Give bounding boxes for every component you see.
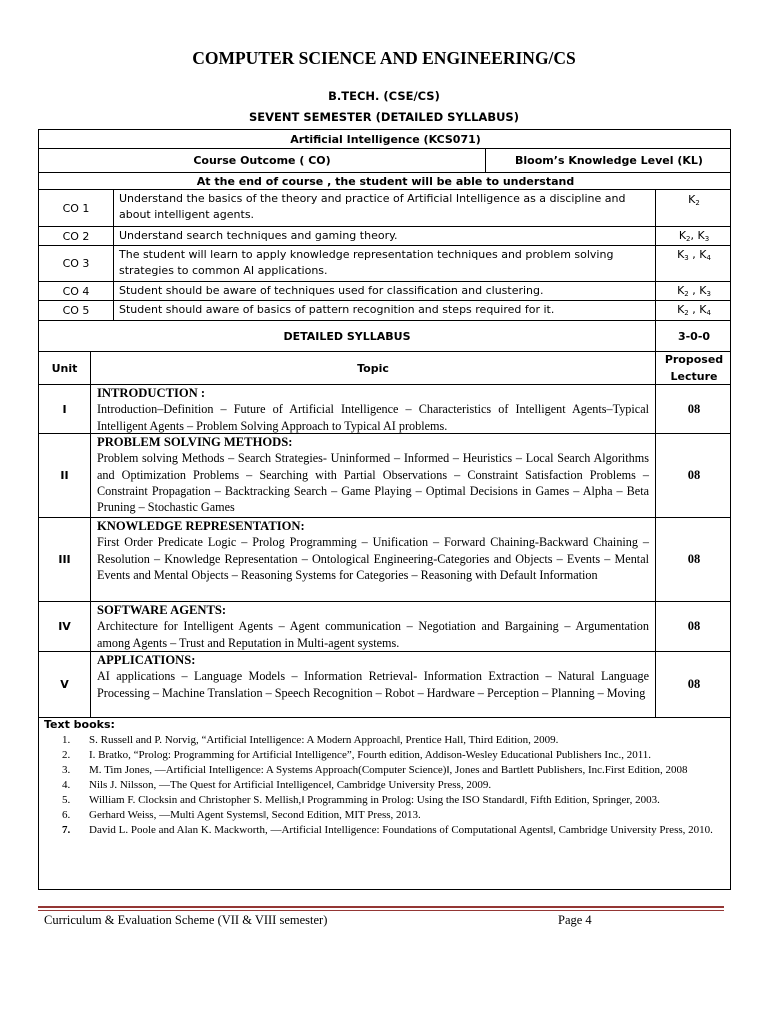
unit-body: Introduction–Definition – Future of Artificial Intelligence – Characteristics of Intelligent Agents–Typical Intelligent Agents – Problem Solving Approach to Typical AI problems. [97,402,649,433]
list-item: 1. S. Russell and P. Norvig, “Artificial Intelligence: A Modern Approach‖, Prentice Hall, Third Edition, 2009. [62,734,559,746]
co-description: Understand search techniques and gaming theory. [119,229,398,242]
unit-number: II [60,469,69,482]
unit-body: First Order Predicate Logic – Prolog Programming – Unification – Forward Chaining-Backward Chaining – Resolution – Knowledge Representation – Ontological Engineering-Categories and Objects – Events – Mental Events and Mental Objects – Reasoning Systems for Categories – Reasoning with Default Information [97,535,649,582]
co-description: The student will learn to apply knowledge representation techniques and problem solving strategies to common AI applications. [119,248,614,277]
list-item: 4. Nils J. Nilsson, ―The Quest for Artificial Intelligence‖, Cambridge University Press, 2009. [62,779,492,791]
co-id: CO 1 [62,201,90,215]
textbooks-heading: Text books: [44,718,115,731]
co-id: CO 4 [62,284,90,298]
kl-column-header: Bloom’s Knowledge Level (KL) [515,154,703,167]
unit-body: Architecture for Intelligent Agents – Agent communication – Negotiation and Bargaining – Argumentation among Agents – Trust and Reputation in Multi-agent systems. [97,619,649,650]
co-kl: $K_2$ , $K_3$ [677,284,711,298]
co-column-header: Course Outcome ( CO) [193,154,331,167]
document-title: COMPUTER SCIENCE AND ENGINEERING/CS [192,48,576,68]
co-id: CO 5 [62,304,90,317]
unit-body: Problem solving Methods – Search Strategies- Uninformed – Informed – Heuristics – Local Search Algorithms and Optimization Problems – Searching with Partial Observations – Constraint Satisfaction Problems – Constraint Propagation – Backtracking Search – Game Playing – Optimal Decisions in Games – Alpha – Beta Pruning – Stochastic Games [97,451,649,515]
unit-heading: PROBLEM SOLVING METHODS: [97,435,293,449]
list-item: 7. David L. Poole and Alan K. Mackworth, ―Artificial Intelligence: Foundations of Computational Agents‖, Cambridge University Press, 2010. [62,824,713,836]
list-item: 5. William F. Clocksin and Christopher S. Mellish,‖ Programming in Prolog: Using the ISO Standard‖, Fifth Edition, Springer, 2003. [62,794,660,806]
co-description: Understand the basics of the theory and practice of Artificial Intelligence as a discipline and about intelligent agents. [119,192,626,221]
unit-body: AI applications – Language Models – Information Retrieval- Information Extraction – Natural Language Processing – Machine Translation – Speech Recognition – Robot – Hardware – Perception – Planning – Moving [97,669,649,700]
co-id: CO 3 [62,257,90,270]
co-id: CO 2 [62,229,90,243]
unit-heading: INTRODUCTION : [97,386,206,400]
footer-rule [38,910,724,911]
unit-heading: KNOWLEDGE REPRESENTATION: [97,519,305,533]
unit-heading: APPLICATIONS: [97,653,196,667]
unit-topic [91,602,655,651]
lecture-count: 08 [687,552,701,566]
lecture-count: 08 [687,619,701,633]
co-kl: $K_2$ [688,193,700,207]
co-kl: $K_2$ , $K_4$ [677,303,711,317]
topic-column-header: Topic [357,361,389,375]
list-item: 3. M. Tim Jones, ―Artificial Intelligence: A Systems Approach(Computer Science)‖, Jones and Bartlett Publishers, Inc.First Edition, 2008 [62,764,688,776]
page-number: Page 4 [558,913,592,927]
co-description: Student should aware of basics of pattern recognition and steps required for it. [119,303,555,316]
unit-number: IV [58,620,71,633]
unit-number: III [58,553,71,566]
lecture-count: 08 [687,677,701,691]
co-kl: $K_2$, $K_3$ [678,229,710,243]
lecture-column-header: Proposed Lecture [664,353,724,383]
list-item: 6. Gerhard Weiss, ―Multi Agent Systems‖, Second Edition, MIT Press, 2013. [62,809,421,821]
co-description: Student should be aware of techniques used for classification and clustering. [119,284,544,297]
semester-heading: SEVENT SEMESTER (DETAILED SYLLABUS) [249,110,519,124]
unit-topic [91,434,655,517]
unit-column-header: Unit [51,361,78,375]
unit-topic [91,518,655,601]
footer-rule [38,906,724,908]
outcome-intro: At the end of course , the student will be able to understand [196,174,575,188]
unit-number: I [62,402,67,416]
ltp-value: 3-0-0 [677,329,711,343]
footer-title: Curriculum & Evaluation Scheme (VII & VIII semester) [44,913,328,927]
course-name: Artificial Intelligence (KCS071) [290,132,481,146]
detailed-syllabus-label: DETAILED SYLLABUS [283,329,411,343]
lecture-count: 08 [687,468,701,482]
textbooks-list [62,733,722,838]
unit-number: V [60,678,69,691]
unit-topic [91,385,655,433]
list-item: 2. I. Bratko, “Prolog: Programming for Artificial Intelligence”, Fourth edition, Addison-Wesley Educational Publishers Inc., 2011. [62,749,652,761]
unit-topic [91,652,655,717]
unit-heading: SOFTWARE AGENTS: [97,603,227,617]
co-kl: $K_3$ , $K_4$ [677,248,711,262]
program-heading: B.TECH. (CSE/CS) [328,89,440,103]
lecture-count: 08 [687,401,701,416]
